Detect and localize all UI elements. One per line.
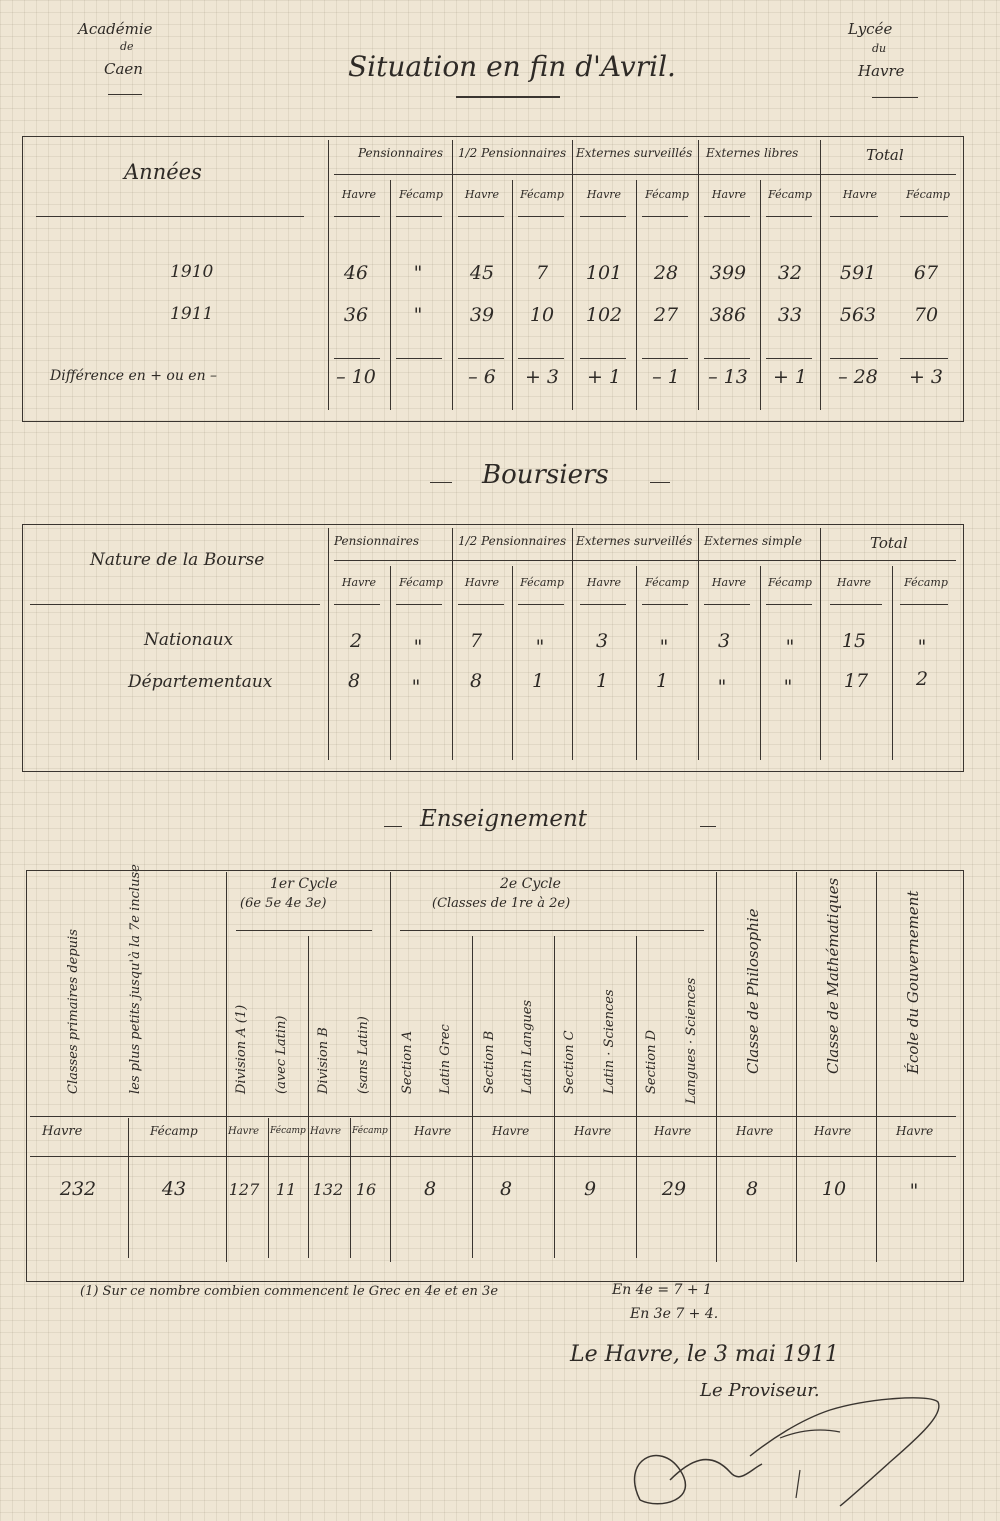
table-cell: 27 [653,304,679,326]
lycee-du: du [872,42,887,55]
table-cell: – 28 [838,366,878,388]
table-cell: " [659,636,669,658]
handwritten-signature [600,1380,960,1521]
table-cell: 15 [841,630,867,652]
table-cell: 101 [585,262,623,284]
footnote-3e: En 3e 7 + 4. [630,1306,719,1322]
section-b-sub: Latin Langues [520,999,535,1094]
table-cell: 46 [343,262,369,284]
table-cell: " [909,1180,919,1202]
table-cell: " [413,636,423,658]
table-cell: " [413,262,423,284]
table-cell: 591 [839,262,877,284]
table-cell: 36 [343,304,369,326]
col-pensionnaires: Pensionnaires [358,146,444,160]
title-underline [456,96,560,98]
document-title: Situation en fin d'Avril. [348,50,676,83]
table-cell: 102 [585,304,623,326]
document-page: Académie de Caen Situation en fin d'Avril. Lycée du Havre Années Pensionnaires 1/2 Pensionnaires Externes surveillés Externes libres Total Havre Fécamp Havre Fécamp Havre Fécamp Havre Fécamp Havre Fécamp 1910 46 " 45 7 101 28 399 32 591 67 1911 36 " 39 10 102 27 386 33 563 70 Différence en + ou en – – 10 – 6 + 3 + 1 – 1 – 13 + 1 – 28 + 3 Boursiers Nature de la Bourse Pensionnaires 1/2 Pensionnaires Externes surveillés Externes simple Total Havre Fécamp Havre Fécamp Havre Fécamp Havre Fécamp Havre Fécamp Nationaux 2 " 7 " 3 " 3 " 15 " Départementaux 8 " 8 1 1 1 " " 17 2 Enseignement Classes primaires depuis les plus petits jusqu'à la 7e incluse 1er Cycle (6e 5e 4e 3e) 2e Cycle (Classes de 1re à 2e) Division A (1) (avec Latin) Division B (sans Latin) Section A Latin Grec Section B Latin Langues Section C Latin · Sciences Section D Langues · Sciences Classe de Philosophie Classe de Mathématiques École du Gouvernement Havre Fécamp Havre Fécamp Havre Fécamp Havre Havre Havre Havre Havre Havre Havre 232 43 127 11 132 16 8 8 9 29 8 10 " (1) Sur ce nombre combien commencent le Grec en 4e et en 3e En 4e = 7 + 1 En 3e 7 + 4. Le Havre, le 3 mai 1911 Le Proviseur. [0,0,1000,1521]
table-cell: + 1 [772,366,808,388]
table-cell: 32 [777,262,803,284]
table-cell: 1 [655,670,669,692]
division-b-label: Division B [316,1027,331,1094]
signatory-title: Le Proviseur. [700,1380,820,1401]
section-title-boursiers: Boursiers [482,460,609,490]
table-cell: 9 [583,1178,597,1200]
cycle1-subtitle: (6e 5e 4e 3e) [240,896,327,911]
table-cell: 45 [469,262,495,284]
table-cell: 399 [709,262,747,284]
academie-city: Caen [104,60,143,78]
col-externes-libres: Externes libres [706,146,799,160]
division-b-sub: (sans Latin) [356,1016,371,1094]
col-pensionnaires: Pensionnaires [334,534,420,548]
table-cell: 8 [347,670,361,692]
table-cell: – 10 [336,366,376,388]
section-b-label: Section B [482,1030,497,1094]
row-label-1911: 1911 [170,304,214,324]
table-cell: 563 [839,304,877,326]
table-cell: – 1 [652,366,680,388]
table-cell: " [413,304,423,326]
section-c-sub: Latin · Sciences [602,989,617,1094]
table-cell: 1 [595,670,609,692]
table-cell: + 3 [524,366,560,388]
ecole-gouvernement-label: École du Gouvernement [904,890,922,1074]
row-header-nature: Nature de la Bourse [90,550,265,570]
table-cell: 132 [312,1180,344,1199]
mathematiques-label: Classe de Mathématiques [824,877,842,1074]
primary-classes-label: Classes primaires depuis [66,929,81,1094]
section-c-label: Section C [562,1030,577,1094]
academie-label: Académie [78,20,153,38]
table-cell: 127 [228,1180,260,1199]
table-cell: + 1 [586,366,622,388]
table-cell: – 13 [708,366,748,388]
table-cell: " [535,636,545,658]
footnote: (1) Sur ce nombre combien commencent le Grec en 4e et en 3e [80,1284,499,1299]
cycle1-title: 1er Cycle [270,876,338,892]
primary-classes-label-2: les plus petits jusqu'à la 7e incluse [128,864,143,1094]
section-a-label: Section A [400,1031,415,1094]
table-cell: 39 [469,304,495,326]
table-cell: 3 [717,630,731,652]
table-cell: 3 [595,630,609,652]
table-cell: – 6 [468,366,496,388]
col-total: Total [870,534,908,552]
row-header-annees: Années [124,160,202,184]
col-externes-simple: Externes simple [704,534,802,548]
row-label-1910: 1910 [170,262,214,282]
division-a-sub: (avec Latin) [274,1015,289,1094]
table-cell: 8 [423,1178,437,1200]
table-cell: 28 [653,262,679,284]
table-cell: 386 [709,304,747,326]
table-cell: 16 [355,1180,377,1199]
philosophie-label: Classe de Philosophie [744,908,762,1074]
lycee-label: Lycée [848,20,893,38]
table-cell: " [783,676,793,698]
section-a-sub: Latin Grec [438,1024,453,1094]
table-cell: 1 [531,670,545,692]
col-demi-pensionnaires: 1/2 Pensionnaires [458,146,567,160]
footnote-4e: En 4e = 7 + 1 [612,1282,712,1298]
table-cell: 7 [535,262,549,284]
table-cell: 17 [843,670,869,692]
division-a-label: Division A (1) [234,1004,249,1094]
cycle2-subtitle: (Classes de 1re à 2e) [432,896,571,911]
table-cell: 67 [913,262,939,284]
table-cell: 8 [469,670,483,692]
col-demi-pensionnaires: 1/2 Pensionnaires [458,534,567,548]
section-d-label: Section D [644,1029,659,1094]
table-cell: " [785,636,795,658]
table-cell: + 3 [908,366,944,388]
divider [108,94,142,95]
table-cell: " [411,676,421,698]
col-externes-surveilles: Externes surveillés [576,534,693,548]
table-cell: 10 [821,1178,847,1200]
table-cell: 11 [275,1180,297,1199]
row-label-difference: Différence en + ou en – [50,368,218,384]
table-cell: 232 [59,1178,97,1200]
section-d-sub: Langues · Sciences [684,977,699,1104]
section-title-enseignement: Enseignement [420,806,587,832]
table-cell: 8 [745,1178,759,1200]
table-cell: 43 [161,1178,187,1200]
table-cell: 70 [913,304,939,326]
dateline: Le Havre, le 3 mai 1911 [570,1342,839,1367]
table-cell: " [917,636,927,658]
cycle2-title: 2e Cycle [500,876,561,892]
row-label-departementaux: Départementaux [128,672,273,692]
col-total: Total [866,146,904,164]
table-cell: 2 [915,668,929,690]
table-cell: 2 [349,630,363,652]
table-cell: 10 [529,304,555,326]
academie-de: de [120,40,134,53]
table-cell: 8 [499,1178,513,1200]
table-cell: " [717,676,727,698]
table-cell: 29 [661,1178,687,1200]
divider [872,97,918,98]
lycee-city: Havre [858,62,905,80]
table-cell: 7 [469,630,483,652]
col-externes-surveilles: Externes surveillés [576,146,693,160]
table-cell: 33 [777,304,803,326]
row-label-nationaux: Nationaux [144,630,234,650]
